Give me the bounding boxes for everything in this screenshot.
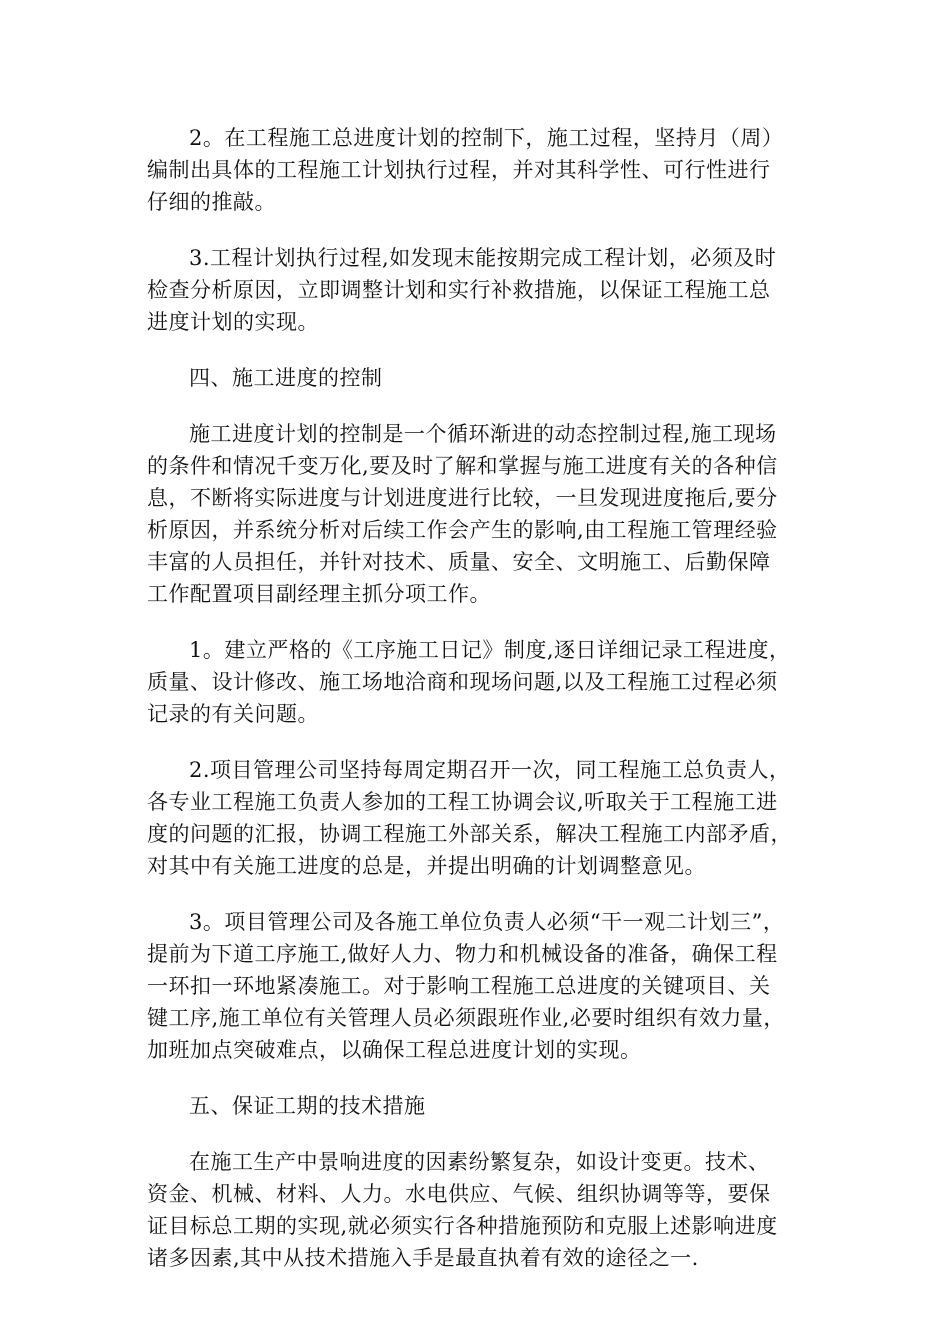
text-line: 工作配置项目副经理主抓分项工作。 [147, 582, 491, 606]
paragraph [147, 754, 807, 882]
text-line: 一环扣一环地紧凑施工。对于影响工程施工总进度的关键项目、关 [147, 974, 771, 998]
text-line: 的条件和情况千变万化,要及时了解和掌握与施工进度有关的各种信 [147, 454, 778, 478]
heading-text: 五、保证工期的技术措施 [189, 1094, 426, 1118]
text-line: 丰富的人员担任，并针对技术、质量、安全、文明施工、后勤保障 [147, 550, 771, 574]
text-line: 质量、设计修改、施工场地洽商和现场问题,以及工程施工过程必须 [147, 670, 778, 694]
section-heading [147, 362, 807, 394]
text-line: 编制出具体的工程施工计划执行过程，并对其科学性、可行性进行 [147, 158, 771, 182]
paragraph [147, 122, 807, 218]
text-line: 3。项目管理公司及各施工单位负责人必须“干一观二计划三”， [189, 910, 785, 934]
text-line: 度的问题的汇报，协调工程施工外部关系，解决工程施工内部矛盾， [147, 822, 792, 846]
text-line: 仔细的推敲。 [147, 190, 276, 214]
paragraph [147, 1146, 807, 1274]
section-heading [147, 1090, 807, 1122]
text-line: 2.项目管理公司坚持每周定期召开一次，同工程施工总负责人， [189, 758, 791, 782]
text-line: 息，不断将实际进度与计划进度进行比较，一旦发现进度拖后,要分 [147, 486, 778, 510]
text-line: 在施工生产中景响进度的因素纷繁复杂，如设计变更。技术、 [189, 1150, 770, 1174]
paragraph [147, 418, 807, 610]
text-line: 检查分析原因，立即调整计划和实行补救措施，以保证工程施工总 [147, 278, 771, 302]
text-line: 键工序,施工单位有关管理人员必须跟班作业,必要时组织有效力量， [147, 1006, 785, 1030]
paragraph [147, 242, 807, 338]
paragraph [147, 906, 807, 1066]
text-line: 加班加点突破难点，以确保工程总进度计划的实现。 [147, 1038, 642, 1062]
text-line: 记录的有关问题。 [147, 702, 319, 726]
text-line: 3.工程计划执行过程,如发现末能按期完成工程计划，必须及时 [189, 246, 777, 270]
text-line: 对其中有关施工进度的总是，并提出明确的计划调整意见。 [147, 854, 706, 878]
text-line: 析原因，并系统分析对后续工作会产生的影响,由工程施工管理经验 [147, 518, 778, 542]
paragraph [147, 634, 807, 730]
text-line: 2。在工程施工总进度计划的控制下，施工过程，坚持月（周） [189, 126, 784, 150]
text-line: 施工进度计划的控制是一个循环渐进的动态控制过程,施工现场 [189, 422, 777, 446]
text-line: 资金、机械、材料、人力。水电供应、气候、组织协调等等，要保 [147, 1182, 771, 1206]
text-line: 提前为下道工序施工,做好人力、物力和机械设备的准备，确保工程 [147, 942, 778, 966]
text-line: 进度计划的实现。 [147, 310, 319, 334]
text-line: 各专业工程施工负责人参加的工程工协调会议,听取关于工程施工进 [147, 790, 778, 814]
heading-text: 四、施工进度的控制 [189, 366, 383, 390]
text-line: 诸多因素,其中从技术措施入手是最直执着有效的途径之一. [147, 1246, 699, 1270]
text-line: 证目标总工期的实现,就必须实行各种措施预防和克服上述影响进度 [147, 1214, 778, 1238]
text-line: 1。建立严格的《工序施工日记》制度,逐日详细记录工程进度， [189, 638, 791, 662]
document-body [147, 122, 807, 1298]
